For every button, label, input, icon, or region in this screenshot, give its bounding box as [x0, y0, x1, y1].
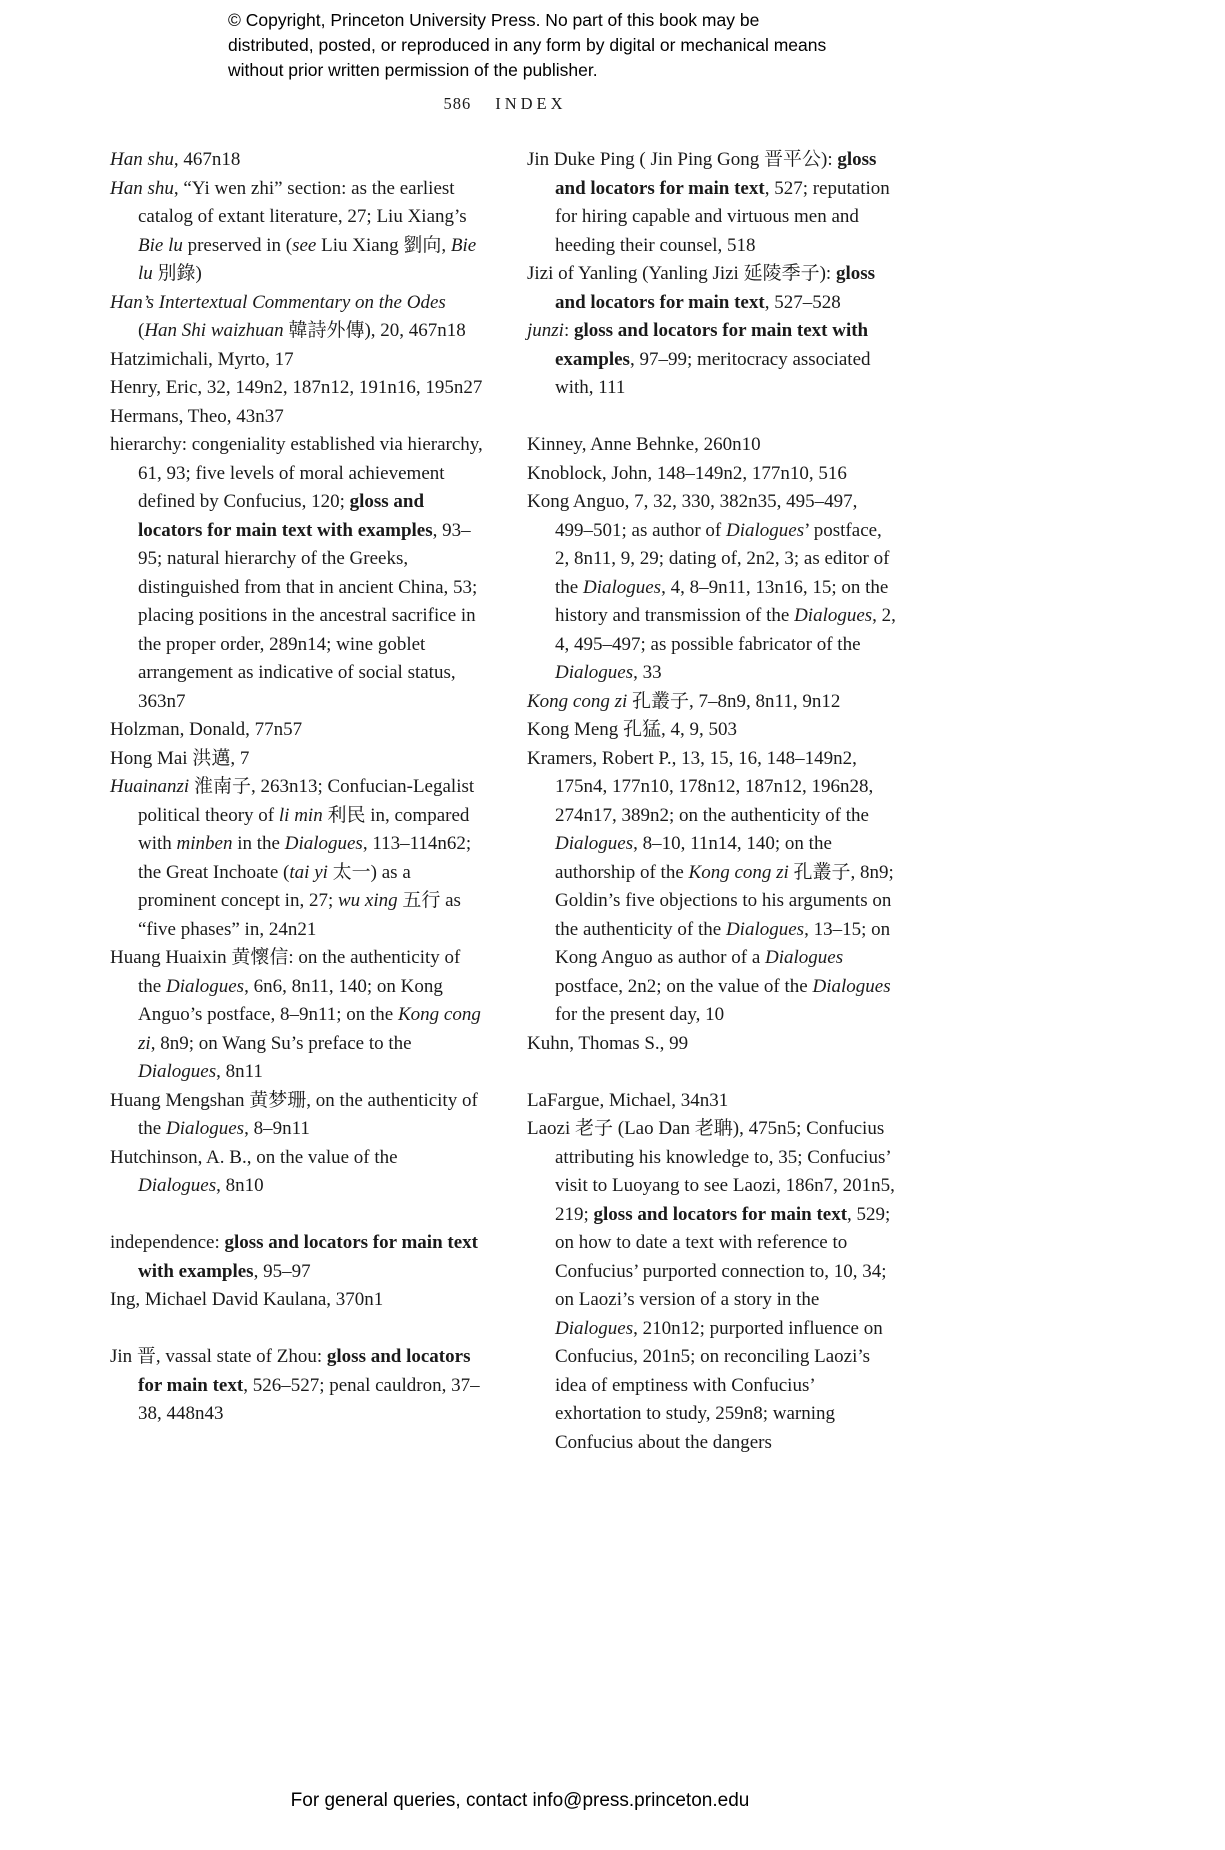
index-entry-segment: gloss and locators for main text with examples: [555, 320, 869, 370]
index-entry-segment: LaFargue, Michael, 34n31: [527, 1089, 729, 1111]
index-entry-segment: , 210n12; purported influence on Confucius, 201n5; on reconciling Laozi’s idea of emptiness with Confucius’ exhortation to study, 259n8; warning Confucius about the dangers: [555, 1317, 883, 1453]
index-entry-segment: Knoblock, John, 148–149n2, 177n10, 516: [527, 462, 847, 484]
index-entry-segment: , 113–114n62; the Great Inchoate (: [138, 833, 472, 883]
index-entry: [110, 403, 483, 432]
index-entry-segment: Dialogues: [555, 1317, 634, 1339]
index-entry: [527, 688, 900, 717]
index-entry-segment: ’ postface, 2, 8n11, 9, 29; dating of, 2n2, 3; as editor of the: [555, 519, 890, 598]
index-entry-segment: , 8–10, 11n14, 140; on the authorship of the: [555, 833, 832, 883]
index-entry-segment: , 13–15; on Kong Anguo as author of a: [555, 918, 891, 968]
index-entry-segment: junzi: [527, 320, 564, 341]
index-entry-segment: Hutchinson, A. B., on the value of the: [110, 1146, 398, 1168]
index-entry-segment: wu xing: [337, 890, 398, 911]
index-entry-segment: Han’s Intertextual Commentary on the Odes: [110, 291, 446, 313]
index-entry-segment: Hatzimichali, Myrto, 17: [110, 348, 294, 370]
index-entry-segment: see: [292, 234, 317, 256]
index-entry-segment: Dialogues: [555, 833, 634, 854]
index-entry-segment: , 527–528: [764, 291, 841, 313]
index-entry-segment: Jin 晋, vassal state of Zhou:: [110, 1346, 327, 1367]
index-entry-segment: tai yi: [289, 861, 328, 883]
index-entry-segment: , 467n18: [173, 149, 241, 170]
index-entry: [527, 716, 900, 745]
index-entry-segment: in the: [232, 833, 285, 854]
index-entry-segment: Bie lu: [138, 234, 477, 284]
index-entry-segment: 太一) as a prominent concept in, 27;: [138, 861, 411, 911]
index-entry: [110, 1286, 483, 1315]
index-entry-segment: Dialogues: [165, 1118, 245, 1139]
index-entry-segment: Huang Mengshan 黄梦珊, on the authenticity of the: [110, 1089, 478, 1139]
index-entry-segment: , 529; on how to date a text with reference to Confucius’ purported connection to, 10, 34; on Laozi’s version of a story in the: [555, 1203, 891, 1310]
index-entry-segment: gloss and locators for main text with examples: [138, 1232, 478, 1282]
index-entry-segment: 利民 in, compared with: [138, 804, 470, 854]
index-entry: [110, 289, 483, 346]
index-entry-segment: , 93–95; natural hierarchy of the Greeks, distinguished from that in ancient China, 53; placing positions in the ancestral sacrifice in the proper order, 289n14; wine goblet arrangement as indicative of social status, 363n7: [138, 519, 478, 712]
index-entry: [110, 1229, 483, 1286]
index-entry: [110, 146, 483, 175]
index-entry-segment: , 33: [633, 662, 662, 683]
index-entry-segment: Dialogues: [165, 975, 245, 997]
index-entry-segment: Dialogues: [725, 519, 805, 541]
index-entry-segment: , 526–527; penal cauldron, 37–38, 448n43: [138, 1374, 480, 1424]
index-entry-segment: independence:: [110, 1232, 225, 1253]
index-entry-segment: preserved in (: [182, 234, 293, 256]
index-body: [110, 146, 900, 1457]
running-head: [110, 94, 900, 114]
index-entry-segment: Kong cong zi: [527, 690, 628, 712]
index-entry-segment: Holzman, Donald, 77n57: [110, 719, 303, 740]
index-entry-segment: Kong cong zi: [688, 861, 789, 883]
index-entry-segment: , 8–9n11: [244, 1118, 310, 1139]
index-entry: [110, 716, 483, 745]
footer-contact-line: For general queries, contact info@press.princeton.edu: [290, 1790, 750, 1811]
index-entry-segment: 五行 as “five phases” in, 24n21: [138, 890, 461, 940]
index-entry-segment: Kramers, Robert P., 13, 15, 16, 148–149n2, 175n4, 177n10, 178n12, 187n12, 196n28, 274n17, 389n2; on the authenticity of the: [527, 747, 874, 826]
index-entry: [110, 346, 483, 375]
copyright-notice: © Copyright, Princeton University Press. No part of this book may be distributed, posted, or reproduced in any form by digital or mechanical means without prior written permission of the publisher.: [228, 10, 827, 80]
index-entry-segment: Han Shi waizhuan: [144, 320, 284, 341]
index-title: INDEX: [495, 94, 567, 113]
index-entry-segment: li min: [278, 804, 323, 826]
index-entry-segment: Jin Duke Ping ( Jin Ping Gong 晋平公):: [527, 149, 838, 170]
index-entry-segment: hierarchy: congeniality established via hierarchy, 61, 93; five levels of moral achievement defined by Confucius, 120;: [110, 434, 483, 512]
index-entry: [110, 1343, 483, 1429]
index-entry-segment: gloss and locators for main text: [555, 263, 876, 313]
index-entry-segment: Dialogues: [765, 947, 844, 968]
index-entry-segment: Kuhn, Thomas S., 99: [527, 1032, 689, 1054]
index-entry-segment: , 2, 4, 495–497; as possible fabricator of the: [555, 605, 896, 655]
index-entry-segment: minben: [176, 833, 233, 854]
index-entry-segment: , 6n6, 8n11, 140; on Kong Anguo’s postface, 8–9n11; on the: [138, 975, 443, 1025]
index-entry-segment: (: [138, 320, 145, 341]
index-column-left: [110, 146, 483, 1457]
index-entry-segment: Dialogues: [555, 662, 634, 683]
index-entry: [527, 146, 900, 260]
index-column-right: [527, 146, 900, 1457]
index-entry-segment: 孔叢子, 7–8n9, 8n11, 9n12: [627, 690, 841, 712]
index-entry-segment: Dialogues: [725, 918, 805, 940]
index-entry-segment: Hong Mai 洪邁, 7: [110, 747, 250, 769]
index-entry-segment: 韓詩外傳), 20, 467n18: [283, 320, 466, 341]
index-entry-segment: Bie lu: [138, 234, 183, 256]
index-entry-segment: 孔叢子, 8n9; Goldin’s five objections to his arguments on the authenticity of the: [555, 861, 894, 940]
index-entry-segment: Dialogues: [582, 576, 662, 598]
index-entry-segment: Henry, Eric, 32, 149n2, 187n12, 191n16, 195n27: [110, 377, 483, 398]
index-entry-segment: Huang Huaixin 黄懷信: on the authenticity of the: [110, 947, 461, 997]
index-entry-segment: gloss and locators for main text with examples: [138, 491, 433, 541]
index-entry-segment: Dialogues: [284, 833, 363, 854]
index-entry-segment: Kong cong zi: [138, 1004, 481, 1054]
index-entry: [110, 431, 483, 716]
index-entry: [527, 1030, 900, 1059]
index-entry-segment: Han shu: [110, 149, 174, 170]
index-entry-segment: , 8n9; on Wang Su’s preface to the: [150, 1032, 412, 1054]
index-entry-segment: gloss and locators for main text: [555, 149, 877, 199]
index-entry: [527, 431, 900, 460]
index-entry-segment: , 527; reputation for hiring capable and virtuous men and heeding their counsel, 518: [555, 177, 890, 256]
index-entry-segment: Han shu: [110, 177, 174, 199]
index-entry-segment: , 8n10: [216, 1175, 264, 1196]
index-entry: [110, 745, 483, 774]
index-entry: [110, 944, 483, 1087]
index-entry: [110, 175, 483, 289]
index-entry-segment: Laozi 老子 (Lao Dan 老聃), 475n5; Confucius attributing his knowledge to, 35; Confucius’ visit to Luoyang to see Laozi, 186n7, 201n5, 219;: [527, 1118, 895, 1225]
index-entry-segment: gloss and locators for main text: [138, 1346, 471, 1396]
index-entry-segment: gloss and locators for main text: [593, 1203, 848, 1225]
index-entry-segment: Dialogues: [138, 1175, 217, 1196]
index-entry: [527, 460, 900, 489]
index-entry-segment: Liu Xiang 劉向,: [316, 234, 451, 256]
index-entry-segment: Dialogues: [138, 1061, 217, 1082]
index-entry-segment: Ing, Michael David Kaulana, 370n1: [110, 1289, 384, 1310]
index-entry-segment: Hermans, Theo, 43n37: [110, 405, 284, 427]
index-entry: [527, 488, 900, 688]
index-entry-segment: Huainanzi: [110, 776, 190, 797]
index-entry: [110, 374, 483, 403]
index-entry: [110, 1144, 483, 1201]
index-entry-segment: Dialogues: [794, 605, 873, 626]
index-entry: [527, 1115, 900, 1457]
index-entry: [527, 745, 900, 1030]
index-entry-segment: , “Yi wen zhi” section: as the earliest catalog of extant literature, 27; Liu Xiang’s: [138, 177, 467, 227]
page-number: 586: [443, 94, 472, 113]
index-entry-segment: , 97–99; meritocracy associated with, 111: [555, 348, 871, 398]
index-entry-segment: Kinney, Anne Behnke, 260n10: [527, 434, 761, 455]
index-entry-segment: , 95–97: [253, 1260, 311, 1282]
index-entry-segment: , 4, 8–9n11, 13n16, 15; on the history and transmission of the: [555, 576, 889, 626]
index-entry: [527, 1087, 900, 1116]
index-entry-segment: 別錄): [152, 263, 202, 284]
index-entry-segment: Jizi of Yanling (Yanling Jizi 延陵季子):: [527, 263, 836, 284]
index-entry-segment: :: [563, 320, 574, 341]
index-entry-segment: , 8n11: [216, 1061, 263, 1082]
index-entry-segment: Kong Meng 孔猛, 4, 9, 503: [527, 719, 738, 740]
index-entry-segment: Dialogues: [812, 975, 891, 997]
index-entry-segment: 淮南子, 263n13; Confucian-Legalist political theory of: [138, 776, 475, 826]
index-entry-segment: for the present day, 10: [555, 1004, 725, 1025]
index-entry: [110, 1087, 483, 1144]
index-entry: [527, 317, 900, 403]
index-entry: [110, 773, 483, 944]
index-entry: [527, 260, 900, 317]
index-entry-segment: Kong Anguo, 7, 32, 330, 382n35, 495–497, 499–501; as author of: [527, 491, 858, 541]
index-entry-segment: postface, 2n2; on the value of the: [555, 975, 813, 997]
